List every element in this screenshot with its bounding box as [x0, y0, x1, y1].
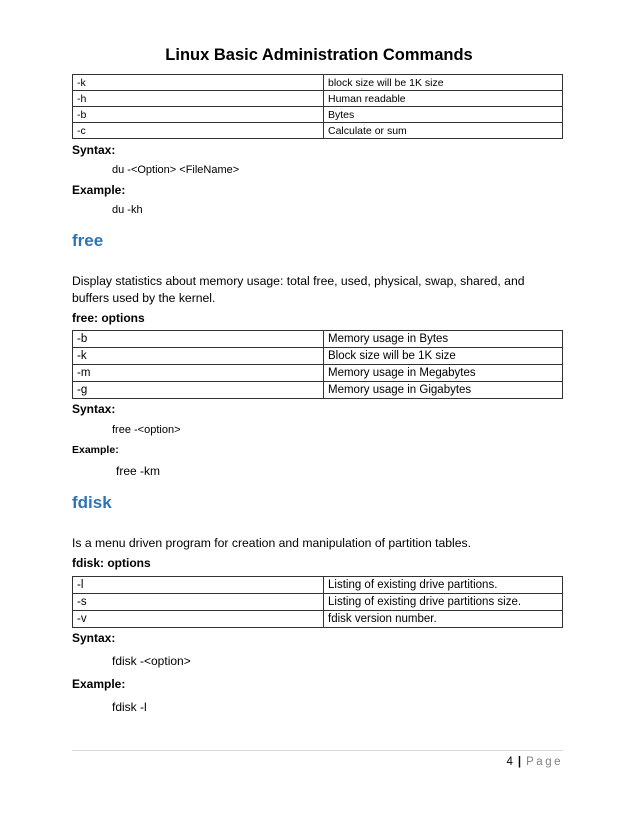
free-syntax-label: Syntax: [72, 402, 116, 416]
option-flag: -c [73, 123, 324, 139]
table-row [73, 365, 563, 382]
option-description: Bytes [324, 107, 563, 123]
free-syntax-code: free -<option> [112, 424, 181, 436]
fdisk-example-label: Example: [72, 677, 126, 691]
free-example-code: free -km [116, 464, 161, 478]
option-flag: -k [73, 75, 324, 91]
free-options-label: free: options [72, 311, 145, 325]
option-description: Human readable [324, 91, 563, 107]
option-description: Listing of existing drive partitions. [324, 577, 563, 594]
option-flag: -l [73, 577, 324, 594]
option-description: Memory usage in Bytes [324, 331, 563, 348]
option-description: Memory usage in Gigabytes [324, 382, 563, 399]
option-flag: -b [73, 107, 324, 123]
option-description: Block size will be 1K size [324, 348, 563, 365]
option-description: Memory usage in Megabytes [324, 365, 563, 382]
page-number: 4 [506, 756, 513, 768]
du-options-table [72, 74, 563, 139]
free-options-table [72, 330, 563, 399]
table-row [73, 594, 563, 611]
free-description: Display statistics about memory usage: total free, used, physical, swap, shared, and buffers used by the kernel. [72, 274, 525, 305]
option-description: Calculate or sum [324, 123, 563, 139]
page-footer [507, 756, 563, 768]
option-flag: -b [73, 331, 324, 348]
option-description: Listing of existing drive partitions size. [324, 594, 563, 611]
du-example-code: du -kh [112, 204, 143, 216]
free-example-label: Example: [72, 444, 119, 456]
fdisk-options-table [72, 576, 563, 628]
option-flag: -g [73, 382, 324, 399]
option-flag: -h [73, 91, 324, 107]
table-row [73, 611, 563, 628]
table-row [73, 331, 563, 348]
option-flag: -s [73, 594, 324, 611]
fdisk-syntax-label: Syntax: [72, 631, 116, 645]
fdisk-description: Is a menu driven program for creation and manipulation of partition tables. [72, 536, 472, 550]
option-description: block size will be 1K size [324, 75, 563, 91]
footer-separator: | [517, 756, 522, 768]
du-example-label: Example: [72, 183, 126, 197]
table-row [73, 348, 563, 365]
fdisk-options-label: fdisk: options [72, 556, 151, 570]
option-flag: -v [73, 611, 324, 628]
fdisk-heading: fdisk [72, 493, 112, 512]
du-syntax-code: du -<Option> <FileName> [112, 164, 240, 176]
option-flag: -m [73, 365, 324, 382]
table-row [73, 382, 563, 399]
fdisk-example-code: fdisk -l [112, 700, 147, 714]
page-title: Linux Basic Administration Commands [165, 46, 473, 64]
free-heading: free [72, 231, 104, 250]
table-row [73, 577, 563, 594]
du-syntax-label: Syntax: [72, 143, 116, 157]
page-label: Page [526, 756, 563, 768]
table-row [73, 75, 563, 91]
option-flag: -k [73, 348, 324, 365]
table-row [73, 91, 563, 107]
option-description: fdisk version number. [324, 611, 563, 628]
table-row [73, 107, 563, 123]
fdisk-syntax-code: fdisk -<option> [112, 654, 191, 668]
table-row [73, 123, 563, 139]
footer-divider [72, 750, 563, 751]
